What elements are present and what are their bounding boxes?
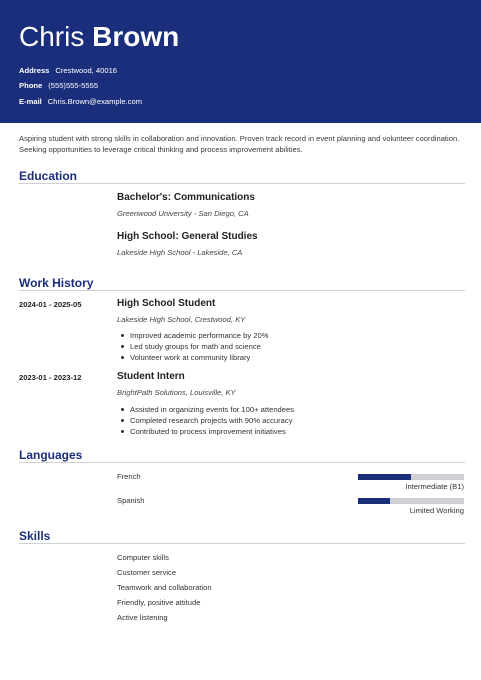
- section-divider: [19, 462, 465, 463]
- education-school: Lakeside High School - Lakeside, CA: [117, 248, 243, 257]
- section-divider: [19, 543, 465, 544]
- job-employer: Lakeside High School, Crestwood, KY: [117, 315, 246, 324]
- contact-label: E-mail: [19, 97, 42, 106]
- work-history-heading: Work History: [19, 276, 94, 290]
- contact-phone: [19, 81, 98, 91]
- professional-summary: Aspiring student with strong skills in collaboration and innovation. Proven track record in event planning and volunteer coordination. Seeking opportunities to leverage critical thinking and process improvement abilities.: [19, 134, 460, 154]
- job-duty: Completed research projects with 90% accuracy: [120, 415, 294, 426]
- skill-item: Computer skills: [117, 553, 169, 562]
- job-duty: Assisted in organizing events for 100+ attendees: [120, 404, 294, 415]
- languages-heading: Languages: [19, 448, 83, 462]
- job-title: Student Intern: [117, 371, 185, 382]
- last-name: Brown: [92, 21, 180, 52]
- job-duties-list: [120, 404, 294, 437]
- language-level: Limited Working: [409, 506, 464, 515]
- language-name: French: [117, 472, 141, 481]
- job-duty: Led study groups for math and science: [120, 341, 268, 352]
- contact-label: Address: [19, 66, 50, 75]
- education-heading: Education: [19, 169, 78, 183]
- language-proficiency-bar: [358, 474, 464, 480]
- proficiency-fill: [358, 498, 390, 504]
- contact-value[interactable]: Chris.Brown@example.com: [47, 97, 143, 106]
- job-duty: Improved academic performance by 20%: [120, 330, 268, 341]
- first-name: Chris: [19, 21, 85, 52]
- skill-item: Teamwork and collaboration: [117, 583, 212, 592]
- job-duties-list: [120, 330, 268, 363]
- job-duty: Contributed to process improvement initiatives: [120, 426, 294, 437]
- job-dates: 2023-01 - 2023-12: [19, 373, 82, 382]
- skills-list: [117, 550, 212, 625]
- skill-item: Active listening: [117, 613, 168, 622]
- language-name: Spanish: [117, 496, 145, 505]
- candidate-name: [19, 20, 179, 54]
- contact-address: [19, 66, 117, 76]
- education-school: Greenwood University - San Diego, CA: [117, 209, 249, 218]
- skill-item: Customer service: [117, 568, 177, 577]
- language-proficiency-bar: [358, 498, 464, 504]
- job-dates: 2024-01 - 2025-05: [19, 300, 82, 309]
- education-degree: High School: General Studies: [117, 231, 258, 242]
- skills-heading: Skills: [19, 529, 51, 543]
- section-divider: [19, 290, 465, 291]
- education-degree: Bachelor's: Communications: [117, 192, 255, 203]
- job-title: High School Student: [117, 298, 216, 309]
- job-employer: BrightPath Solutions, Louisville, KY: [117, 388, 236, 397]
- contact-email: [19, 97, 142, 107]
- proficiency-fill: [358, 474, 411, 480]
- section-divider: [19, 183, 465, 184]
- skill-item: Friendly, positive attitude: [117, 598, 201, 607]
- contact-value: Crestwood, 40016: [55, 66, 118, 75]
- contact-label: Phone: [19, 81, 43, 90]
- language-level: Intermediate (B1): [405, 482, 464, 491]
- resume-header: [0, 0, 481, 123]
- job-duty: Volunteer work at community library: [120, 352, 268, 363]
- contact-value: (555)555-5555: [48, 81, 99, 90]
